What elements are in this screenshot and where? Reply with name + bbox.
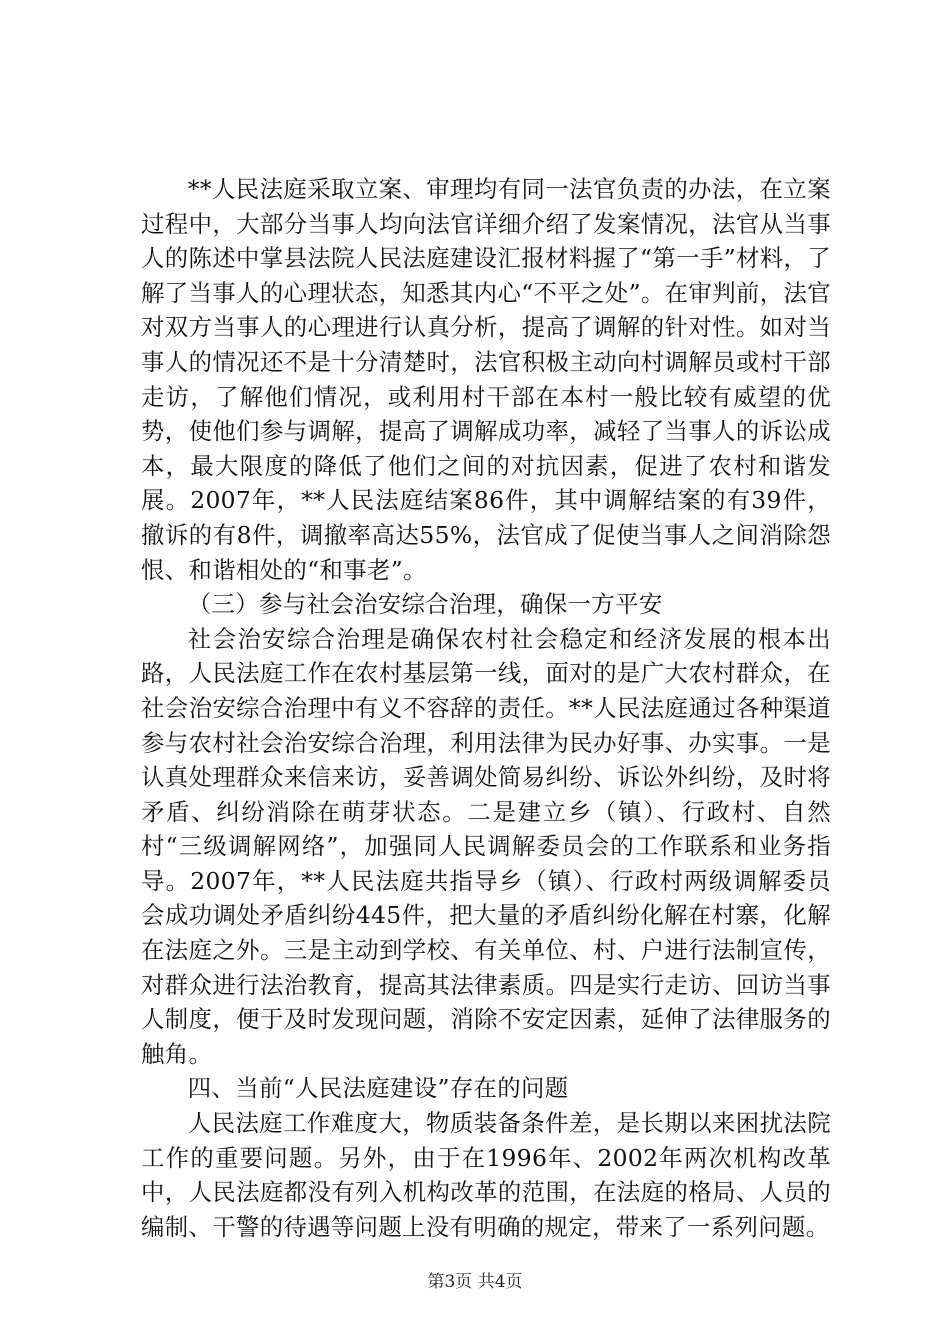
paragraph-current-problems: 人民法庭工作难度大，物质装备条件差，是长期以来困扰法院工作的重要问题。另外，由于在1996年、2002年两次机构改革中，人民法庭都没有列入机构改革的范围，在法庭的格局、人员的编制、干警的待遇等问题上没有明确的规定，带来了一系列问题。 [141,1109,831,1241]
paragraph-mediation-results: **人民法庭采取立案、审理均有同一法官负责的办法，在立案过程中，大部分当事人均向法官详细介绍了发案情况，法官从当事人的陈述中掌县法院人民法庭建设汇报材料握了“第一手”材料，了解了当事人的心理状态，知悉其内心“不平之处”。在审判前，法官对双方当事人的心理进行认真分析，提高了调解的针对性。如对当事人的情况还不是十分清楚时，法官积极主动向村调解员或村干部走访，了解他们情况，或利用村干部在本村一般比较有威望的优势，使他们参与调解，提高了调解成功率，减轻了当事人的诉讼成本，最大限度的降低了他们之间的对抗因素，促进了农村和谐发展。2007年，**人民法庭结案86件，其中调解结案的有39件，撤诉的有8件，调撤率高达55%，法官成了促使当事人之间消除怨恨、和谐相处的“和事老”。 [141,175,831,584]
page-number-footer: 第3页 共4页 [427,1272,523,1292]
paragraph-public-security: 社会治安综合治理是确保农村社会稳定和经济发展的根本出路，人民法庭工作在农村基层第一线，面对的是广大农村群众，在社会治安综合治理中有义不容辞的责任。**人民法庭通过各种渠道参与农村社会治安综合治理，利用法律为民办好事、办实事。一是认真处理群众来信来访，妥善调处简易纠纷、诉讼外纠纷，及时将矛盾、纠纷消除在萌芽状态。二是建立乡（镇）、行政村、自然村“三级调解网络”，加强同人民调解委员会的工作联系和业务指导。2007年，**人民法庭共指导乡（镇）、行政村两级调解委员会成功调处矛盾纠纷445件，把大量的矛盾纠纷化解在村寨，化解在法庭之外。三是主动到学校、有关单位、村、户进行法制宣传，对群众进行法治教育，提高其法律素质。四是实行走访、回访当事人制度，便于及时发现问题，消除不安定因素，延伸了法律服务的触角。 [141,624,831,1068]
section-heading-public-security: （三）参与社会治安综合治理，确保一方平安 [187,590,663,619]
section-heading-current-problems: 四、当前“人民法庭建设”存在的问题 [187,1074,569,1103]
document-body [141,172,831,1244]
